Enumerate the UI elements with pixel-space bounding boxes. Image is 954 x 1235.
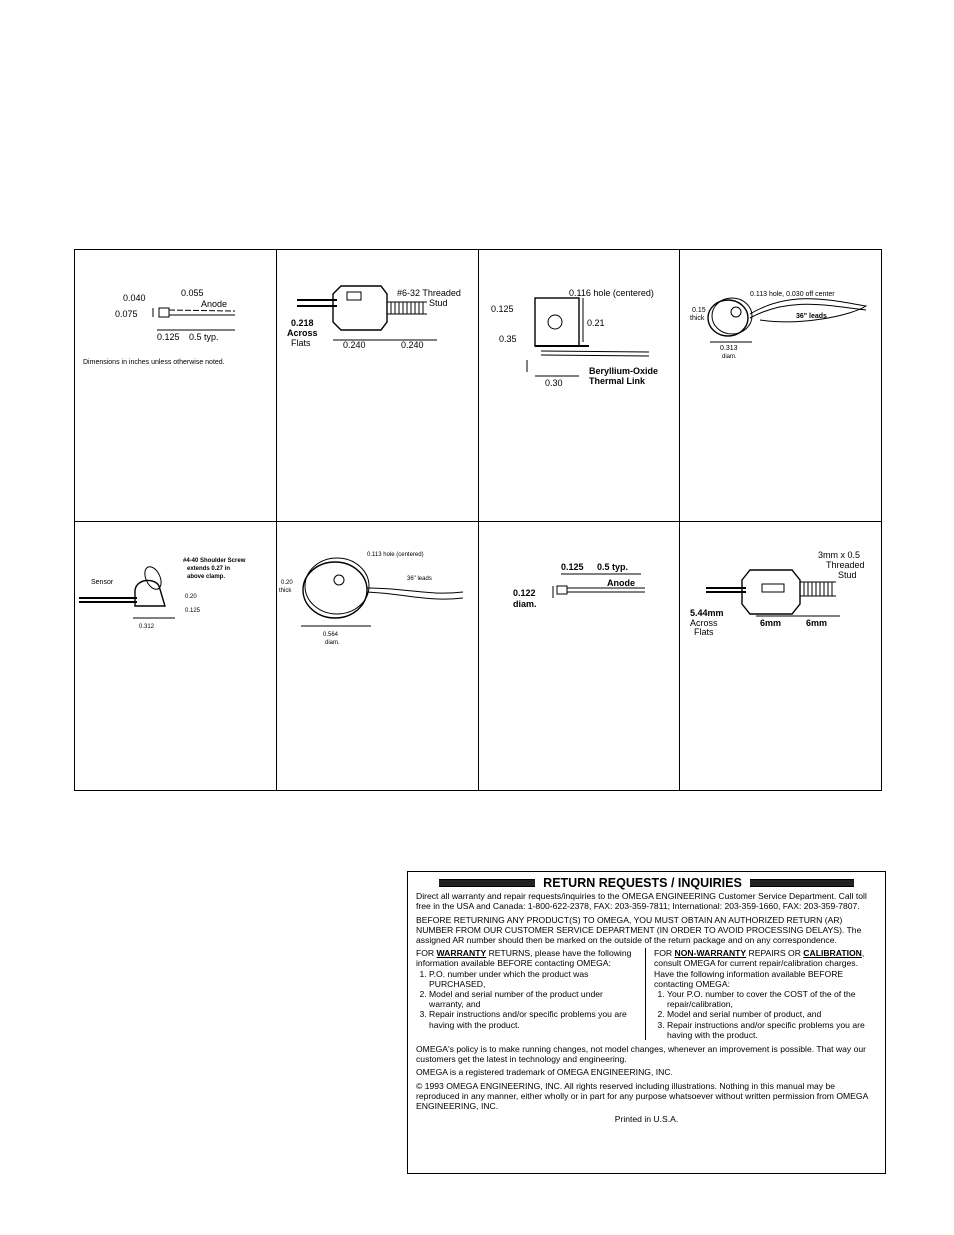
list-item: 2. Model and serial number of product, and bbox=[667, 1009, 877, 1019]
dim-label: Sensor bbox=[91, 579, 114, 586]
dim-label: diam. bbox=[513, 599, 537, 609]
printed-in-usa: Printed in U.S.A. bbox=[614, 1114, 679, 1125]
ar-number-paragraph: BEFORE RETURNING ANY PRODUCT(S) TO OMEGA, YOU MUST OBTAIN AN AUTHORIZED RETURN (AR) NUMBER FROM OUR CUSTOMER SERVICE DEPARTMENT (IN ORDER TO AVOID PROCESSING DELAYS). The assigned AR number should then be marked on the outside of the return package and on any correspondence. bbox=[416, 914, 862, 946]
cell-5 bbox=[75, 522, 276, 790]
cell-7 bbox=[479, 522, 679, 790]
dim-label: 6mm bbox=[760, 618, 782, 628]
dim-label: 5.44mm bbox=[690, 608, 724, 618]
dim-label: Flats bbox=[291, 338, 311, 348]
dim-label: thick bbox=[690, 315, 705, 322]
contact-paragraph: Direct all warranty and repair requests/inquiries to the OMEGA ENGINEERING Customer Service Department. Call toll free in the USA and Canada: 1-800-622-2378, FAX: 203-359-7811; International: 203-359-1660, FAX: 203-359-7807. bbox=[416, 891, 867, 912]
dim-label: 0.313 bbox=[720, 345, 738, 352]
dim-label: 0.040 bbox=[123, 293, 146, 303]
cell-4 bbox=[680, 250, 881, 521]
trademark-paragraph: OMEGA is a registered trademark of OMEGA ENGINEERING, INC. bbox=[416, 1067, 673, 1078]
return-columns bbox=[416, 948, 877, 1040]
dim-label: 0.35 bbox=[499, 334, 517, 344]
dim-label: 3mm x 0.5 bbox=[818, 550, 861, 560]
dim-label: Stud bbox=[838, 570, 857, 580]
dim-label: Thermal Link bbox=[589, 376, 646, 386]
dim-label: 0.125 bbox=[157, 332, 180, 342]
cell-1 bbox=[75, 250, 276, 521]
diagram-1 bbox=[75, 250, 276, 380]
warranty-column bbox=[416, 948, 646, 1040]
return-requests-title: RETURN REQUESTS / INQUIRIES bbox=[543, 876, 742, 890]
dim-label: 0.312 bbox=[139, 624, 155, 630]
dim-label: thick bbox=[279, 588, 292, 594]
list-item: 3. Repair instructions and/or specific problems you are having with the product. bbox=[429, 1009, 639, 1029]
diagram-4 bbox=[680, 250, 881, 380]
non-warranty-list bbox=[654, 989, 877, 1040]
anode-label: Anode bbox=[201, 299, 228, 309]
warranty-intro: FOR WARRANTY RETURNS, please have the following information available BEFORE contacting OMEGA: bbox=[416, 948, 632, 969]
diagram-7 bbox=[479, 522, 679, 652]
dim-label: Across bbox=[287, 328, 318, 338]
dim-label: 0.15 bbox=[692, 307, 706, 314]
dim-label: 0.122 bbox=[513, 588, 536, 598]
dim-label: 0.5 typ. bbox=[597, 562, 629, 572]
dim-label: 0.564 bbox=[323, 632, 339, 638]
policy-paragraph: OMEGA's policy is to make running changes, not model changes, whenever an improvement is possible. That way our customers get the latest in technology and engineering. bbox=[416, 1044, 867, 1065]
warranty-list bbox=[416, 969, 639, 1030]
dim-label: 0.240 bbox=[401, 340, 424, 350]
dim-label: #4-40 Shoulder Screw bbox=[183, 558, 246, 564]
cell-6 bbox=[277, 522, 478, 790]
dim-label: 36" leads bbox=[796, 313, 827, 320]
dim-label: 36" leads bbox=[407, 576, 432, 582]
diagram-2 bbox=[277, 250, 478, 380]
sensor-dimension-table bbox=[74, 249, 882, 791]
dim-label: diam. bbox=[325, 640, 340, 646]
non-warranty-intro: FOR NON-WARRANTY REPAIRS OR CALIBRATION, consult OMEGA for current repair/calibration charges. Have the following information available BEFORE contacting OMEGA: bbox=[654, 948, 865, 989]
diagram-8 bbox=[680, 522, 881, 652]
dim-label: Stud bbox=[429, 298, 448, 308]
dim-label: 0.125 bbox=[561, 562, 584, 572]
cell-3 bbox=[479, 250, 679, 521]
dim-label: 0.240 bbox=[343, 340, 366, 350]
dim-label: Flats bbox=[694, 627, 714, 637]
dim-label: Across bbox=[690, 618, 718, 628]
non-warranty-column bbox=[646, 948, 877, 1040]
diagram-6 bbox=[277, 522, 478, 662]
units-note: Dimensions in inches unless otherwise noted. bbox=[83, 359, 225, 366]
diagram-5 bbox=[75, 522, 276, 652]
copyright-paragraph: © 1993 OMEGA ENGINEERING, INC. All rights reserved including illustrations. Nothing in this manual may be reproduced in any manner, either wholly or in part for any purpose whatsoever without written permission from OMEGA ENGINEERING, INC. bbox=[416, 1080, 868, 1112]
cell-2 bbox=[277, 250, 478, 521]
dim-label: 0.113 hole, 0.030 off center bbox=[750, 291, 835, 298]
list-item: 1. Your P.O. number to cover the COST of the of the repair/calibration, bbox=[667, 989, 877, 1009]
dim-label: 0.125 bbox=[185, 608, 201, 614]
header-bar bbox=[750, 879, 854, 887]
dim-label: 0.113 hole (centered) bbox=[367, 552, 424, 558]
list-item: 3. Repair instructions and/or specific problems you are having with the product. bbox=[667, 1020, 877, 1040]
dim-label: Threaded bbox=[826, 560, 865, 570]
dim-label: diam. bbox=[722, 354, 737, 360]
dim-label: Beryllium-Oxide bbox=[589, 366, 659, 376]
dim-label: 0.21 bbox=[587, 318, 605, 328]
dim-label: 0.218 bbox=[291, 318, 314, 328]
cell-8 bbox=[680, 522, 881, 790]
dim-label: 0.20 bbox=[185, 594, 197, 600]
dim-label: 0.116 hole (centered) bbox=[569, 288, 654, 298]
diagram-3 bbox=[479, 250, 679, 390]
dim-label: 0.055 bbox=[181, 288, 204, 298]
dim-label: #6-32 Threaded bbox=[397, 288, 461, 298]
return-requests-box bbox=[407, 871, 886, 1174]
dim-label: 0.075 bbox=[115, 309, 138, 319]
list-item: 1. P.O. number under which the product was PURCHASED, bbox=[429, 969, 639, 989]
return-requests-header bbox=[416, 878, 877, 888]
header-bar bbox=[439, 879, 535, 887]
dim-label: 0.20 bbox=[281, 580, 293, 586]
dim-label: extends 0.27 in bbox=[187, 566, 231, 572]
dim-label: 6mm bbox=[806, 618, 828, 628]
anode-label: Anode bbox=[607, 578, 635, 588]
dim-label: 0.125 bbox=[491, 304, 514, 314]
dim-label: 0.30 bbox=[545, 378, 563, 388]
dim-label: above clamp. bbox=[187, 574, 226, 580]
dim-label: 0.5 typ. bbox=[189, 332, 219, 342]
list-item: 2. Model and serial number of the product under warranty, and bbox=[429, 989, 639, 1009]
